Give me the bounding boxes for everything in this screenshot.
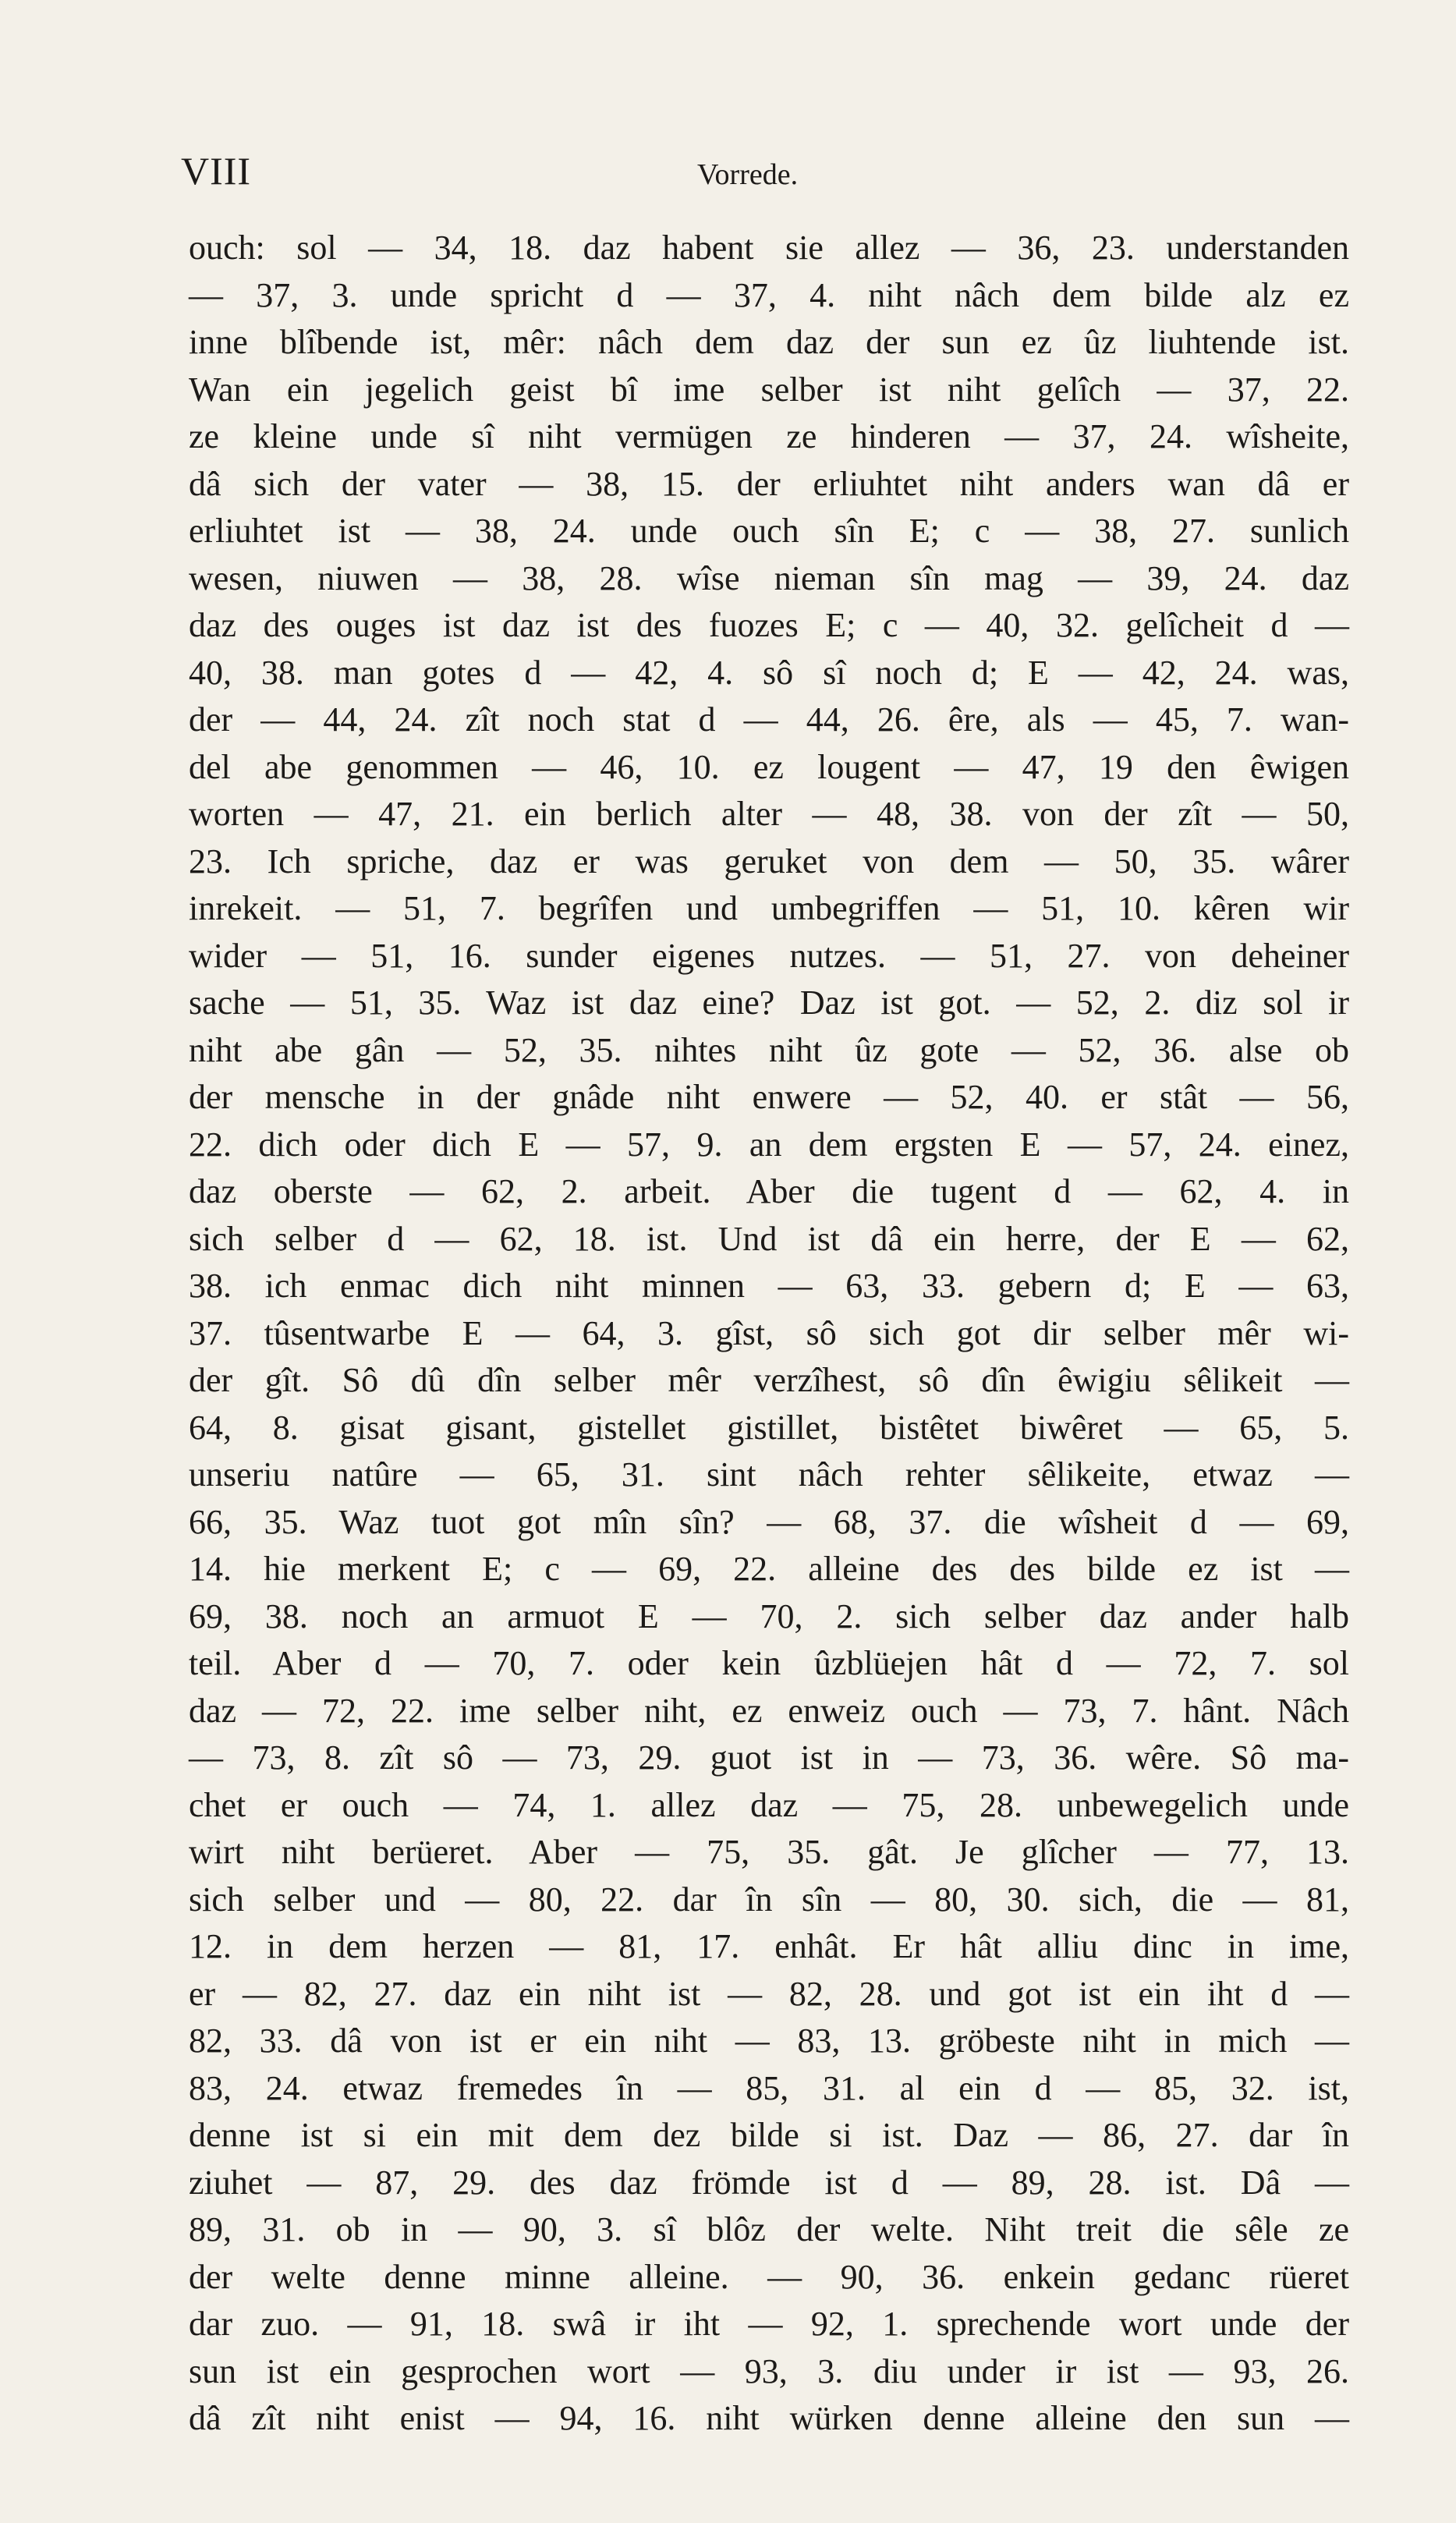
text-line: ze kleine unde sî niht vermügen ze hinderen — 37, 24. wîsheite, bbox=[189, 417, 1349, 455]
text-line: worten — 47, 21. ein berlich alter — 48, 38. von der zît — 50, bbox=[189, 795, 1349, 833]
text-line: erliuhtet ist — 38, 24. unde ouch sîn E; c — 38, 27. sunlich bbox=[189, 512, 1349, 550]
text-line: der — 44, 24. zît noch stat d — 44, 26. êre, als — 45, 7. wan- bbox=[189, 700, 1349, 739]
text-line: 82, 33. dâ von ist er ein niht — 83, 13. gröbeste niht in mich — bbox=[189, 2022, 1349, 2060]
text-line: daz des ouges ist daz ist des fuozes E; c — 40, 32. gelîcheit d — bbox=[189, 606, 1349, 644]
text-line: wirt niht berüeret. Aber — 75, 35. gât. Je glîcher — 77, 13. bbox=[189, 1833, 1349, 1871]
text-line: sich selber und — 80, 22. dar în sîn — 80, 30. sich, die — 81, bbox=[189, 1880, 1349, 1919]
text-line: del abe genommen — 46, 10. ez lougent — 47, 19 den êwigen bbox=[189, 747, 1349, 786]
text-line: 37. tûsentwarbe E — 64, 3. gîst, sô sich got dir selber mêr wi- bbox=[189, 1313, 1349, 1352]
text-line: sich selber d — 62, 18. ist. Und ist dâ ein herre, der E — 62, bbox=[189, 1219, 1349, 1258]
text-line: 22. dich oder dich E — 57, 9. an dem ergsten E — 57, 24. einez, bbox=[189, 1125, 1349, 1164]
text-line: 23. Ich spriche, daz er was geruket von dem — 50, 35. wârer bbox=[189, 842, 1349, 881]
text-line: 38. ich enmac dich niht minnen — 63, 33. gebern d; E — 63, bbox=[189, 1267, 1349, 1305]
text-line: der mensche in der gnâde niht enwere — 52, 40. er stât — 56, bbox=[189, 1078, 1349, 1116]
text-line: — 37, 3. unde spricht d — 37, 4. niht nâch dem bilde alz ez bbox=[189, 275, 1349, 314]
text-line: dâ zît niht enist — 94, 16. niht würken denne alleine den sun — bbox=[189, 2399, 1349, 2437]
page-number: VIII bbox=[181, 149, 252, 193]
text-line: inrekeit. — 51, 7. begrîfen und umbegriffen — 51, 10. kêren wir bbox=[189, 889, 1349, 927]
text-line: 69, 38. noch an armuot E — 70, 2. sich selber daz ander halb bbox=[189, 1596, 1349, 1635]
text-line: sache — 51, 35. Waz ist daz eine? Daz ist got. — 52, 2. diz sol ir bbox=[189, 983, 1349, 1022]
running-title: Vorrede. bbox=[697, 158, 799, 191]
body-text bbox=[189, 225, 1349, 2443]
text-line: dâ sich der vater — 38, 15. der erliuhtet niht anders wan dâ er bbox=[189, 464, 1349, 503]
text-line: denne ist si ein mit dem dez bilde si ist. Daz — 86, 27. dar în bbox=[189, 2116, 1349, 2154]
text-line: daz — 72, 22. ime selber niht, ez enweiz ouch — 73, 7. hânt. Nâch bbox=[189, 1691, 1349, 1730]
text-line: 66, 35. Waz tuot got mîn sîn? — 68, 37. die wîsheit d — 69, bbox=[189, 1502, 1349, 1541]
text-line: unseriu natûre — 65, 31. sint nâch rehter sêlikeite, etwaz — bbox=[189, 1455, 1349, 1494]
text-line: der welte denne minne alleine. — 90, 36. enkein gedanc rüeret bbox=[189, 2257, 1349, 2296]
text-line: wesen, niuwen — 38, 28. wîse nieman sîn mag — 39, 24. daz bbox=[189, 558, 1349, 597]
text-line: 14. hie merkent E; c — 69, 22. alleine des des bilde ez ist — bbox=[189, 1550, 1349, 1588]
text-line: daz oberste — 62, 2. arbeit. Aber die tugent d — 62, 4. in bbox=[189, 1172, 1349, 1210]
text-line: 83, 24. etwaz fremedes în — 85, 31. al ein d — 85, 32. ist, bbox=[189, 2068, 1349, 2107]
text-line: chet er ouch — 74, 1. allez daz — 75, 28. unbewegelich unde bbox=[189, 1785, 1349, 1824]
text-line: der gît. Sô dû dîn selber mêr verzîhest, sô dîn êwigiu sêlikeit — bbox=[189, 1361, 1349, 1399]
text-line: er — 82, 27. daz ein niht ist — 82, 28. und got ist ein iht d — bbox=[189, 1974, 1349, 2013]
text-line: 89, 31. ob in — 90, 3. sî blôz der welte. Niht treit die sêle ze bbox=[189, 2210, 1349, 2248]
text-line: niht abe gân — 52, 35. nihtes niht ûz gote — 52, 36. alse ob bbox=[189, 1030, 1349, 1069]
text-line: wider — 51, 16. sunder eigenes nutzes. — 51, 27. von deheiner bbox=[189, 936, 1349, 975]
text-line: sun ist ein gesprochen wort — 93, 3. diu under ir ist — 93, 26. bbox=[189, 2351, 1349, 2390]
text-line: dar zuo. — 91, 18. swâ ir iht — 92, 1. sprechende wort unde der bbox=[189, 2305, 1349, 2343]
text-line: Wan ein jegelich geist bî ime selber ist niht gelîch — 37, 22. bbox=[189, 370, 1349, 409]
text-line: 64, 8. gisat gisant, gistellet gistillet, bistêtet biwêret — 65, 5. bbox=[189, 1408, 1349, 1447]
text-line: ziuhet — 87, 29. des daz frömde ist d — 89, 28. ist. Dâ — bbox=[189, 2163, 1349, 2202]
page-header bbox=[181, 148, 1351, 211]
text-line: ouch: sol — 34, 18. daz habent sie allez — 36, 23. understanden bbox=[189, 229, 1349, 267]
text-line: 12. in dem herzen — 81, 17. enhât. Er hât alliu dinc in ime, bbox=[189, 1927, 1349, 1965]
text-line: inne blîbende ist, mêr: nâch dem daz der sun ez ûz liuhtende ist. bbox=[189, 323, 1349, 361]
text-line: — 73, 8. zît sô — 73, 29. guot ist in — 73, 36. wêre. Sô ma- bbox=[189, 1738, 1349, 1777]
text-line: teil. Aber d — 70, 7. oder kein ûzblüejen hât d — 72, 7. sol bbox=[189, 1644, 1349, 1682]
text-line: 40, 38. man gotes d — 42, 4. sô sî noch d; E — 42, 24. was, bbox=[189, 653, 1349, 692]
